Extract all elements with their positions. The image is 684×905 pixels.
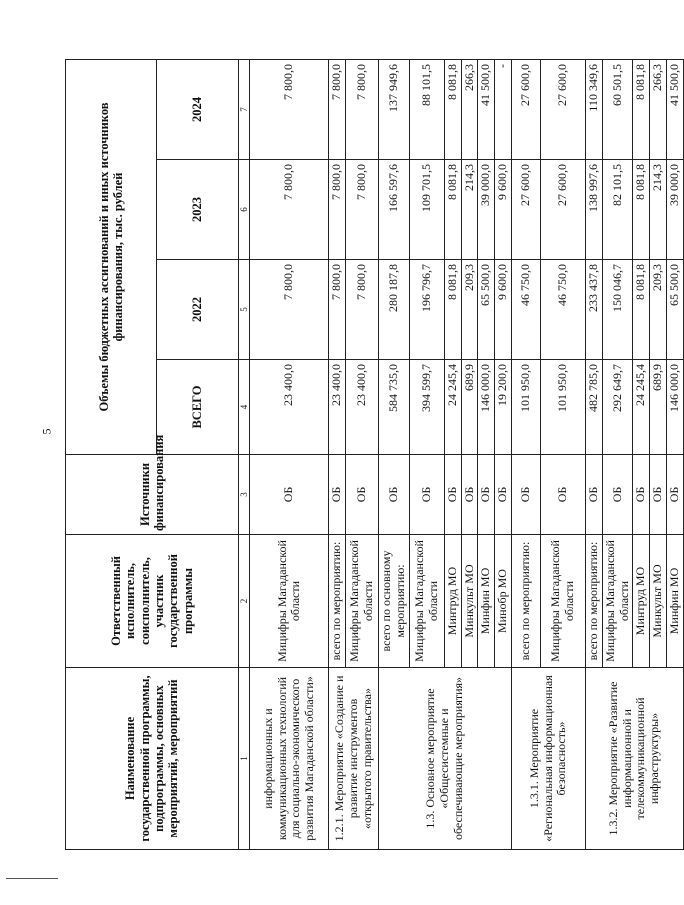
value-cell: 27 600,0 (511, 60, 540, 160)
value-cell: 8 081,8 (444, 60, 461, 160)
value-cell: 110 349,6 (585, 60, 602, 160)
executor-cell: всего по мероприятию: (329, 535, 346, 668)
source-cell: ОБ (409, 455, 444, 535)
value-cell: 8 081,8 (444, 160, 461, 260)
value-cell: 46 750,0 (511, 260, 540, 360)
executor-cell: всего по мероприятию: (511, 535, 540, 668)
program-name-cell: 1.3. Основное мероприятие «Общесистемные и обеспечивающие мероприятия» (379, 668, 512, 850)
value-cell: 27 600,0 (540, 160, 585, 260)
table-row (585, 60, 602, 850)
executor-cell: Минобр МО (495, 535, 512, 668)
value-cell: 65 500,0 (478, 260, 495, 360)
value-cell: 584 735,0 (379, 360, 410, 455)
value-cell: 82 101,5 (602, 160, 633, 260)
column-index: 3 (239, 455, 250, 535)
value-cell: 146 000,0 (478, 360, 495, 455)
value-cell: 7 800,0 (329, 60, 346, 160)
executor-cell: Минтруд МО (633, 535, 650, 668)
value-cell: 46 750,0 (540, 260, 585, 360)
value-cell: 292 649,7 (602, 360, 633, 455)
header-program-name: Наименование государственной программы, подпрограммы, основных мероприятий, мероприятий (66, 668, 239, 850)
value-cell: 689,9 (461, 360, 478, 455)
value-cell: 41 500,0 (666, 60, 683, 160)
header-2023: 2023 (157, 160, 239, 260)
executor-cell: всего по мероприятию: (585, 535, 602, 668)
table-row (329, 60, 346, 850)
table-row (250, 60, 329, 850)
value-cell: - (495, 60, 512, 160)
funding-table (65, 59, 684, 850)
value-cell: 9 600,0 (495, 160, 512, 260)
header-2024: 2024 (157, 60, 239, 160)
column-index: 1 (239, 668, 250, 850)
program-name-cell: информационных и коммуникационных технологий для социально-экономического развития Магаданской области» (250, 668, 329, 850)
executor-cell: Минфин МО (478, 535, 495, 668)
value-cell: 7 800,0 (346, 260, 379, 360)
value-cell: 19 200,0 (495, 360, 512, 455)
table-row (511, 60, 540, 850)
value-cell: 101 950,0 (540, 360, 585, 455)
value-cell: 7 800,0 (250, 260, 329, 360)
executor-cell: всего по основному мероприятию: (379, 535, 410, 668)
source-cell: ОБ (346, 455, 379, 535)
value-cell: 150 046,7 (602, 260, 633, 360)
source-cell: ОБ (495, 455, 512, 535)
value-cell: 27 600,0 (540, 60, 585, 160)
executor-cell: Мицифры Магаданской области (540, 535, 585, 668)
program-name-cell: 1.3.2. Мероприятие «Развитие информационной и телекоммуникационной инфраструктуры» (585, 668, 683, 850)
value-cell: 23 400,0 (250, 360, 329, 455)
value-cell: 266,3 (650, 60, 667, 160)
executor-cell: Мицифры Магаданской области (250, 535, 329, 668)
source-cell: ОБ (585, 455, 602, 535)
value-cell: 266,3 (461, 60, 478, 160)
value-cell: 394 599,7 (409, 360, 444, 455)
column-index: 4 (239, 360, 250, 455)
value-cell: 39 000,0 (666, 160, 683, 260)
source-cell: ОБ (666, 455, 683, 535)
executor-cell: Минтруд МО (444, 535, 461, 668)
funding-table-body (66, 60, 684, 850)
header-2022: 2022 (157, 260, 239, 360)
value-cell: 65 500,0 (666, 260, 683, 360)
column-index: 2 (239, 535, 250, 668)
source-cell: ОБ (511, 455, 540, 535)
value-cell: 138 997,6 (585, 160, 602, 260)
source-cell: ОБ (478, 455, 495, 535)
column-index: 5 (239, 260, 250, 360)
value-cell: 166 597,6 (379, 160, 410, 260)
value-cell: 280 187,8 (379, 260, 410, 360)
value-cell: 8 081,8 (444, 260, 461, 360)
value-cell: 9 600,0 (495, 260, 512, 360)
source-cell: ОБ (633, 455, 650, 535)
value-cell: 137 949,6 (379, 60, 410, 160)
value-cell: 8 081,8 (633, 260, 650, 360)
value-cell: 209,3 (461, 260, 478, 360)
value-cell: 7 800,0 (250, 160, 329, 260)
source-cell: ОБ (379, 455, 410, 535)
value-cell: 101 950,0 (511, 360, 540, 455)
source-cell: ОБ (444, 455, 461, 535)
program-name-cell: 1.2.1. Мероприятие «Создание и развитие инструментов «открытого правительства» (329, 668, 379, 850)
value-cell: 7 800,0 (329, 160, 346, 260)
rotated-table-container (65, 60, 681, 850)
executor-cell: Минкульт МО (461, 535, 478, 668)
value-cell: 41 500,0 (478, 60, 495, 160)
source-cell: ОБ (602, 455, 633, 535)
value-cell: 146 000,0 (666, 360, 683, 455)
value-cell: 24 245,4 (633, 360, 650, 455)
value-cell: 196 796,7 (409, 260, 444, 360)
value-cell: 60 501,5 (602, 60, 633, 160)
source-cell: ОБ (540, 455, 585, 535)
value-cell: 24 245,4 (444, 360, 461, 455)
value-cell: 214,3 (461, 160, 478, 260)
executor-cell: Минфин МО (666, 535, 683, 668)
page-number: 5 (39, 428, 54, 435)
value-cell: 7 800,0 (329, 260, 346, 360)
value-cell: 23 400,0 (329, 360, 346, 455)
value-cell: 39 000,0 (478, 160, 495, 260)
header-executor: Ответственный исполнитель, соисполнитель, участник государственной программы (66, 535, 239, 668)
value-cell: 8 081,8 (633, 160, 650, 260)
value-cell: 7 800,0 (250, 60, 329, 160)
executor-cell: Мицифры Магаданской области (346, 535, 379, 668)
table-row (379, 60, 410, 850)
value-cell: 233 437,8 (585, 260, 602, 360)
header-funding-volumes: Объемы бюджетных ассигнований и иных источников финансирования, тыс. рублей (66, 60, 157, 455)
header-funding-source: Источники финансирования (66, 455, 239, 535)
executor-cell: Минкульт МО (650, 535, 667, 668)
column-index: 7 (239, 60, 250, 160)
column-index-row (239, 60, 250, 850)
value-cell: 689,9 (650, 360, 667, 455)
source-cell: ОБ (461, 455, 478, 535)
source-cell: ОБ (329, 455, 346, 535)
value-cell: 27 600,0 (511, 160, 540, 260)
executor-cell: Мицифры Магаданской области (409, 535, 444, 668)
header-total: ВСЕГО (157, 360, 239, 455)
value-cell: 7 800,0 (346, 60, 379, 160)
source-cell: ОБ (250, 455, 329, 535)
value-cell: 109 701,5 (409, 160, 444, 260)
source-cell: ОБ (650, 455, 667, 535)
executor-cell: Мицифры Магаданской области (602, 535, 633, 668)
footer-rule (6, 878, 58, 879)
value-cell: 214,3 (650, 160, 667, 260)
value-cell: 209,3 (650, 260, 667, 360)
value-cell: 88 101,5 (409, 60, 444, 160)
value-cell: 482 785,0 (585, 360, 602, 455)
value-cell: 7 800,0 (346, 160, 379, 260)
value-cell: 8 081,8 (633, 60, 650, 160)
column-index: 6 (239, 160, 250, 260)
program-name-cell: 1.3.1. Мероприятие «Региональная информационная безопасность» (511, 668, 585, 850)
value-cell: 23 400,0 (346, 360, 379, 455)
